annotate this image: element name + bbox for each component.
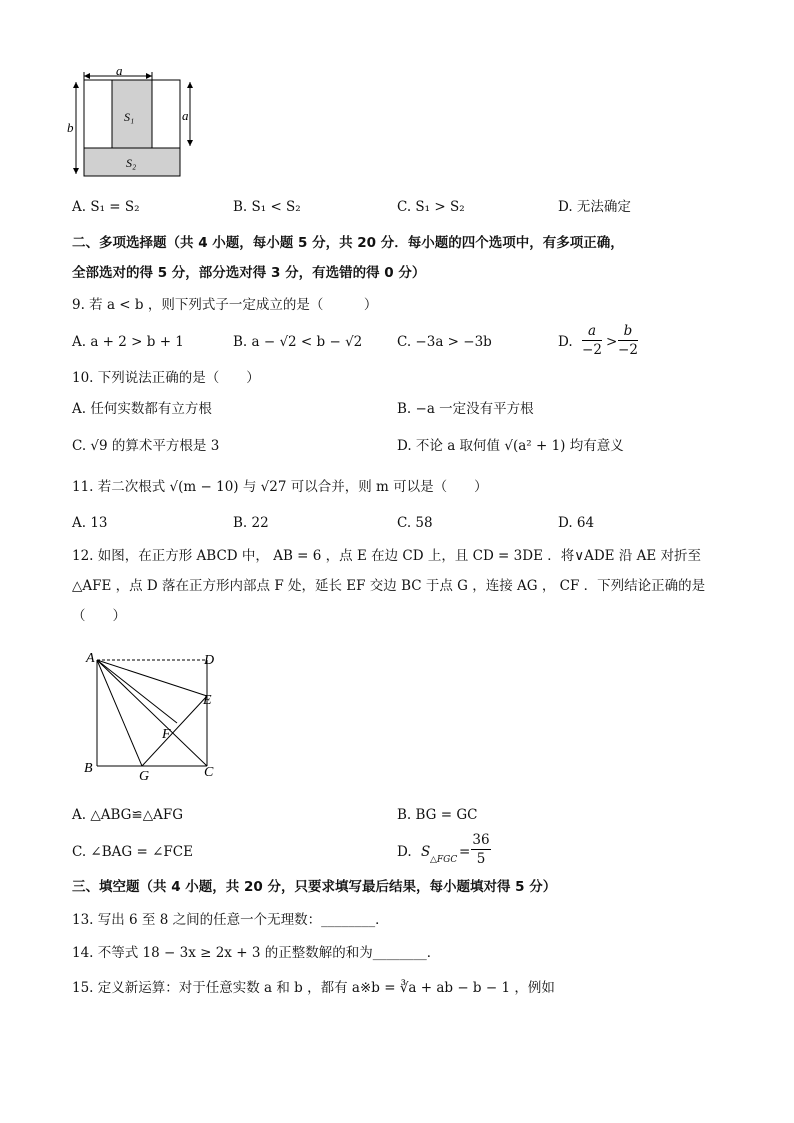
q12-option-c[interactable]: C. ∠BAG = ∠FCE [72,844,193,860]
q9-option-b[interactable]: B. a − √2 < b − √2 [233,334,363,350]
q10-option-d[interactable]: D. 不论 a 取何值 √(a² + 1) 均有意义 [397,438,624,454]
q11-option-a[interactable]: A. 13 [72,515,108,531]
q11-option-b[interactable]: B. 22 [233,515,269,531]
q8-label-s2: S₂ [126,156,137,170]
q8-label-s1: S₁ [124,110,135,124]
q11-option-c[interactable]: C. 58 [397,515,433,531]
seg-ac [97,660,207,766]
q12-option-b[interactable]: B. BG = GC [397,807,478,823]
section2-title-line2: 全部选对的得 5 分，部分选对得 3 分，有选错的得 0 分） [72,265,426,281]
seg-ag [97,660,142,766]
q8-label-a-right: a [182,108,189,123]
q9-option-a[interactable]: A. a + 2 > b + 1 [72,334,184,350]
section2-title-line1: 二、多项选择题（共 4 小题，每小题 5 分，共 20 分．每小题的四个选项中，有多项正确， [72,235,624,251]
q12-label-a: A [86,651,95,666]
q8-figure [66,66,196,182]
seg-eg [142,696,207,766]
q9-d-op: > [606,334,618,350]
seg-ae [97,660,207,696]
q10-stem: 10. 下列说法正确的是（ ） [72,370,260,386]
q12-d-sub: △FGC [430,855,458,865]
q12-d-s: S [421,844,431,860]
q9-stem: 9. 若 a < b ，则下列式子一定成立的是（ ） [72,297,378,313]
q12-d-label: D. [397,844,412,860]
q9-d-den1: −2 [582,342,602,358]
q10-option-c[interactable]: C. √9 的算术平方根是 3 [72,438,220,454]
q9-d-den2: −2 [618,342,638,358]
q12-label-g: G [139,769,150,784]
q12-stem-line2: △AFE ，点 D 落在正方形内部点 F 处，延长 EF 交边 BC 于点 G ，连接 AG ， CF ．下列结论正确的是 [72,578,706,594]
q14-stem: 14. 不等式 18 − 3x ≥ 2x + 3 的正整数解的和为________． [72,945,441,961]
q15-stem: 15. 定义新运算：对于任意实数 a 和 b ，都有 a※b = ∛a + ab − b − 1 ，例如 [72,980,555,996]
section3-title: 三、填空题（共 4 小题，共 20 分，只要求填写最后结果，每小题填对得 5 分） [72,879,557,895]
q8-option-a[interactable]: A. S₁ = S₂ [72,199,140,215]
q8-option-c[interactable]: C. S₁ > S₂ [397,199,465,215]
q12-label-e: E [203,693,212,708]
q9-d-num2: b [623,323,633,339]
q12-label-c: C [204,765,214,780]
q12-d-num: 36 [472,832,490,848]
q11-stem: 11. 若二次根式 √(m − 10) 与 √27 可以合并，则 m 可以是（ ） [72,479,488,495]
q9-option-d-label: D. [558,334,573,350]
q12-d-den: 5 [476,851,486,867]
q12-figure [80,646,230,786]
q8-label-a-top: a [116,66,123,78]
q12-label-d: D [204,653,215,668]
q8-option-b[interactable]: B. S₁ < S₂ [233,199,301,215]
q13-stem: 13. 写出 6 至 8 之间的任意一个无理数：________． [72,912,389,928]
q10-option-a[interactable]: A. 任何实数都有立方根 [72,401,212,417]
q8-label-b: b [67,120,74,135]
q12-stem-line3: （ ） [72,608,126,624]
q8-option-d[interactable]: D. 无法确定 [558,199,631,215]
q12-stem-line1: 12. 如图，在正方形 ABCD 中， AB = 6 ，点 E 在边 CD 上，且 CD = 3DE ．将∨ADE 沿 AE 对折至 [72,548,702,564]
q12-d-eq: = [459,844,471,860]
q9-d-num1: a [587,323,597,339]
q12-option-a[interactable]: A. △ABG≌△AFG [72,807,184,823]
seg-af [97,660,177,723]
q12-label-b: B [84,761,93,776]
q11-option-d[interactable]: D. 64 [558,515,595,531]
q10-option-b[interactable]: B. −a 一定没有平方根 [397,401,534,417]
q12-label-f: F [162,727,171,742]
q9-option-c[interactable]: C. −3a > −3b [397,334,492,350]
